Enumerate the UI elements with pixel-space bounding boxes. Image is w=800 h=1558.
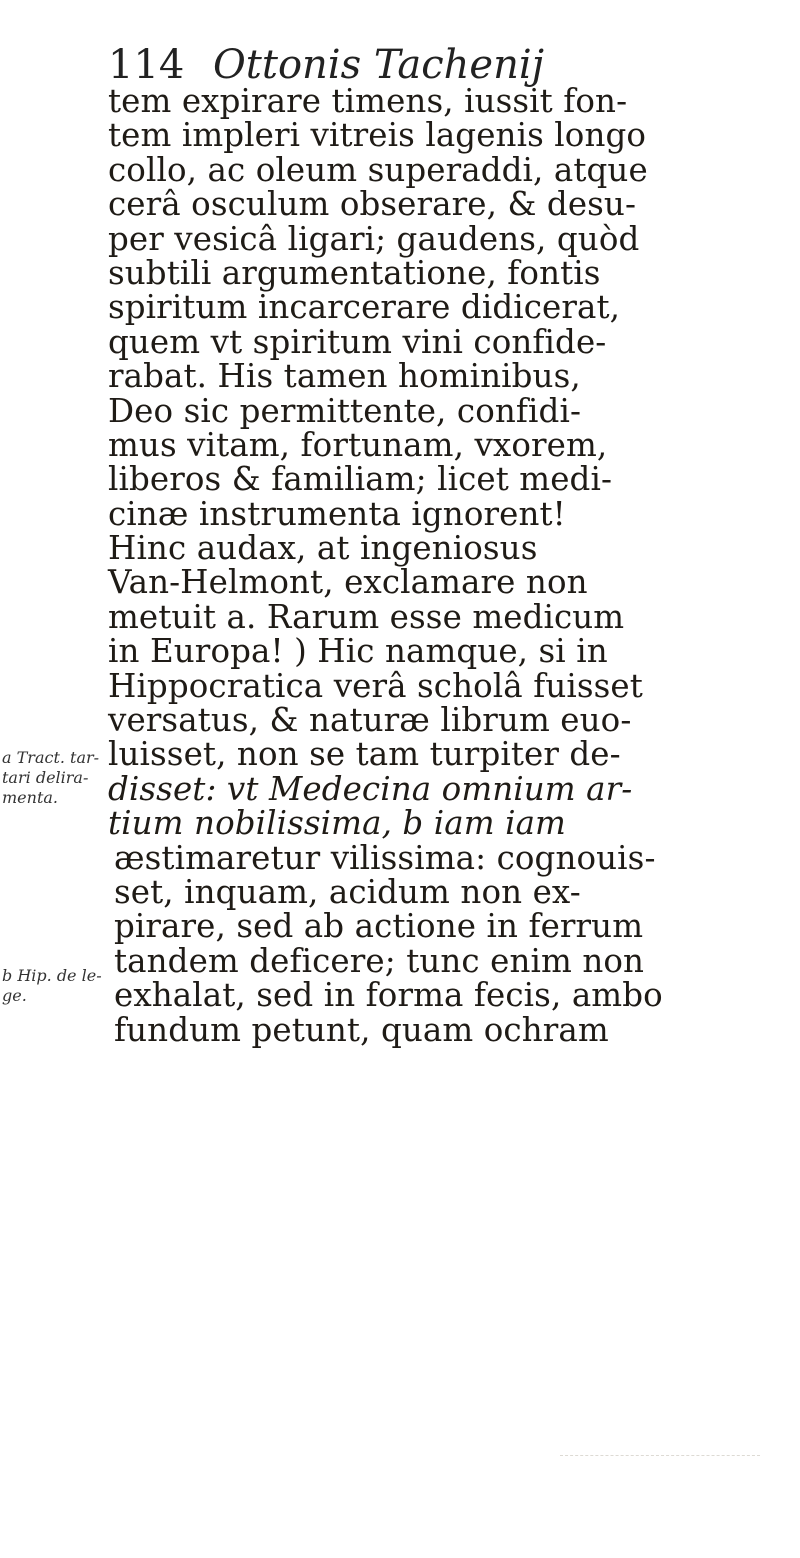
text-line: tem expirare timens, iussit fon- xyxy=(108,82,628,120)
margin-note-line: a Tract. tar- xyxy=(2,748,100,767)
margin-note-line: menta. xyxy=(2,788,58,807)
text-line: liberos & familiam; licet medi- xyxy=(108,460,613,499)
text-line: exhalat, sed in forma fecis, ambo xyxy=(114,976,663,1015)
text-line: tem impleri vitreis lagenis longo xyxy=(108,116,647,155)
text-line: spiritum incarcerare didicerat, xyxy=(108,288,621,327)
ink-smudge xyxy=(560,1435,760,1456)
text-line: collo, ac oleum superaddi, atque xyxy=(108,150,648,189)
text-line: Van-Helmont, exclamare non xyxy=(108,563,588,602)
page-number: 114 xyxy=(108,42,185,88)
text-line: in Europa! ) Hic namque, si in xyxy=(108,632,608,671)
text-line: pirare, sed ab actione in ferrum xyxy=(114,907,644,946)
text-line: cinæ instrumenta ignorent! xyxy=(108,494,566,533)
margin-note-line: b Hip. de le- xyxy=(2,966,102,985)
text-line: tium nobilissima, b iam iam xyxy=(108,804,566,843)
text-line: fundum petunt, quam ochram xyxy=(114,1010,609,1049)
running-title: Ottonis Tachenij xyxy=(213,42,545,88)
text-line: metuit a. Rarum esse medicum xyxy=(108,597,625,636)
text-line: quem vt spiritum vini confide- xyxy=(108,322,607,361)
text-line: cerâ osculum obserare, & desu- xyxy=(108,185,637,224)
text-line: tandem deficere; tunc enim non xyxy=(114,941,645,980)
text-line: disset: vt Medecina omnium ar- xyxy=(108,769,633,808)
text-line: subtili argumentatione, fontis xyxy=(108,253,601,292)
body-text xyxy=(108,84,788,1047)
text-line: Hippocratica verâ scholâ fuisset xyxy=(108,666,643,705)
margin-note-line: tari delira- xyxy=(2,768,89,787)
text-line: Deo sic permittente, confidi- xyxy=(108,391,582,430)
margin-note-a xyxy=(2,748,104,808)
text-line: mus vitam, fortunam, vxorem, xyxy=(108,425,608,464)
text-line: per vesicâ ligari; gaudens, quòd xyxy=(108,219,640,258)
margin-note-b xyxy=(2,966,104,1006)
text-line: æstimaretur vilissima: cognouis- xyxy=(114,838,656,877)
text-line: luisset, non se tam turpiter de- xyxy=(108,735,621,774)
text-line: rabat. His tamen hominibus, xyxy=(108,357,581,396)
text-line: set, inquam, acidum non ex- xyxy=(114,872,581,911)
text-line: versatus, & naturæ librum euo- xyxy=(108,701,632,740)
text-line: Hinc audax, at ingeniosus xyxy=(108,529,538,568)
margin-note-line: ge. xyxy=(2,986,27,1005)
